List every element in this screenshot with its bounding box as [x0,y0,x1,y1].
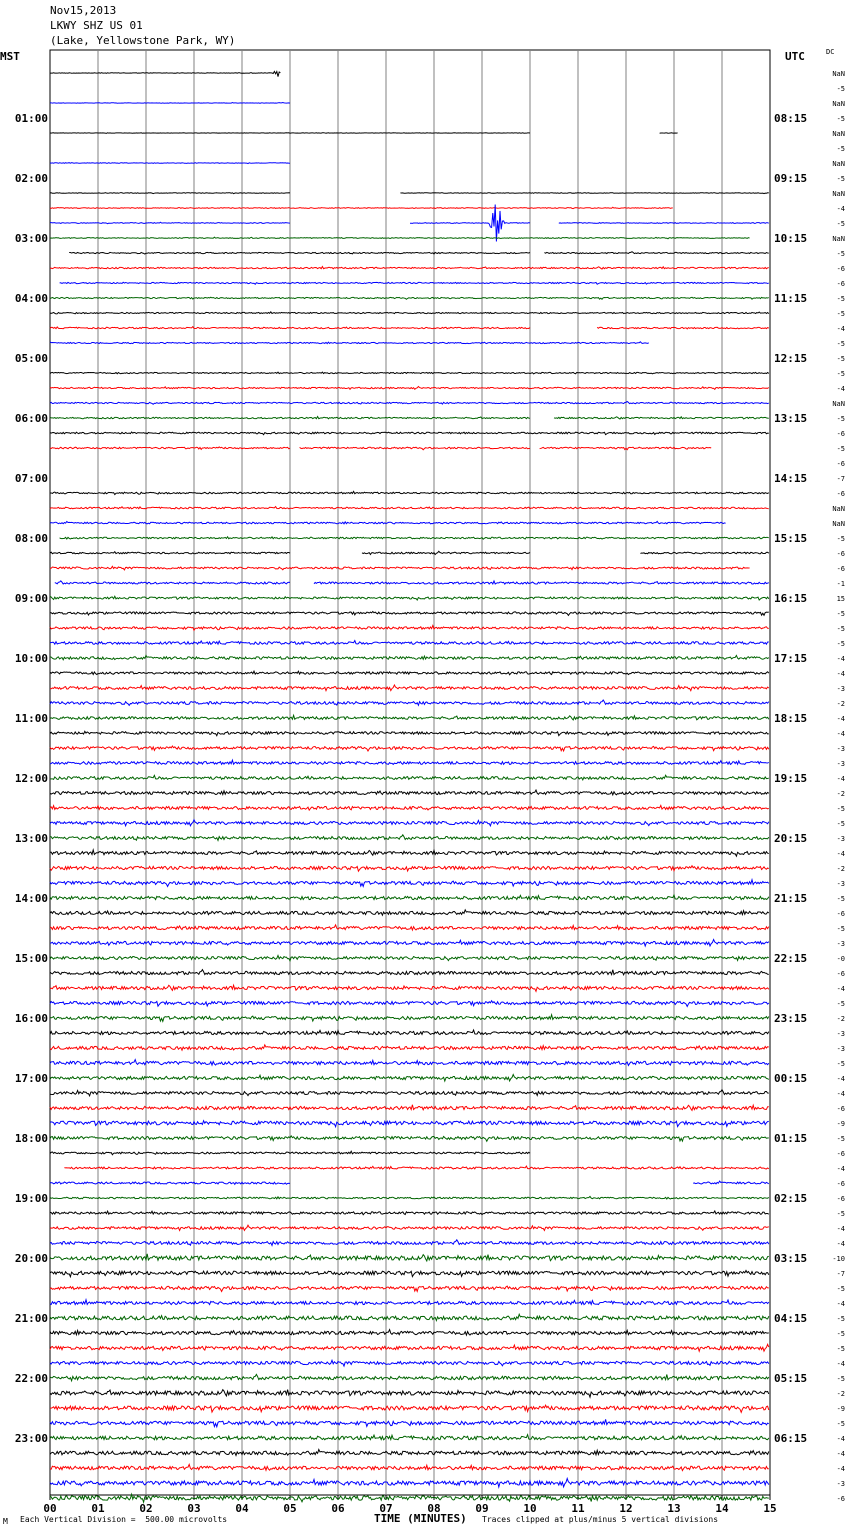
dc-offset-value: -5 [836,220,845,228]
trace-black [50,1390,769,1398]
trace-blue [50,1182,290,1184]
dc-offset-value: -6 [836,430,845,438]
dc-offset-value: -5 [836,175,845,183]
dc-offset-value: -2 [836,790,845,798]
trace-red [50,985,769,991]
trace-green [554,417,769,419]
trace-black [50,1090,769,1096]
trace-green [50,596,769,600]
right-hour-label: 10:15 [774,232,808,245]
trace-red [64,1166,768,1169]
dc-offset-value: -2 [836,700,845,708]
right-hour-label: 06:15 [774,1432,808,1445]
trace-blue [50,641,769,645]
trace-blue [50,1300,769,1305]
dc-offset-value: NaN [832,235,845,243]
dc-offset-value: -5 [836,295,845,303]
trace-blue [50,1001,769,1007]
trace-blue [50,1360,769,1366]
dc-offset-value: -4 [836,1240,845,1248]
trace-black [50,1211,769,1215]
dc-offset-value: -4 [836,325,845,333]
dc-offset-value: -4 [836,670,845,678]
trace-green [50,715,769,720]
dc-offset-value: -5 [836,445,845,453]
dc-offset-value: -4 [836,775,845,783]
trace-black [640,552,768,554]
dc-offset-value: -5 [836,1345,845,1353]
trace-green [50,297,769,299]
dc-offset-value: -5 [836,805,845,813]
trace-red [50,1464,769,1470]
left-hour-label: 01:00 [14,112,48,125]
dc-offset-value: -9 [836,1405,845,1413]
right-hour-label: 18:15 [774,712,808,725]
dc-offset-value: -5 [836,1285,845,1293]
dc-offset-value: -6 [836,1180,845,1188]
dc-offset-value: NaN [832,160,845,168]
trace-red [50,685,769,691]
dc-offset-value: -5 [836,1420,845,1428]
right-hour-label: 05:15 [774,1372,808,1385]
trace-black [50,372,769,374]
dc-offset-value: -6 [836,1105,845,1113]
trace-blue [50,1060,769,1066]
plot-date: Nov15,2013 [50,4,117,17]
right-hour-label: 17:15 [774,652,808,665]
trace-green [50,1015,769,1022]
dc-offset-value: NaN [832,400,845,408]
dc-offset-value: -6 [836,1495,845,1503]
trace-blue [314,581,769,584]
right-hour-label: 22:15 [774,952,808,965]
trace-red [50,267,769,269]
dc-offset-value: -5 [836,1315,845,1323]
x-tick-label: 10 [523,1502,537,1515]
dc-offset-value: -5 [836,1375,845,1383]
right-hour-label: 15:15 [774,532,808,545]
x-tick-label: 00 [43,1502,57,1515]
dc-offset-value: -2 [836,865,845,873]
left-timezone-label: MST [0,50,20,63]
left-hour-label: 22:00 [14,1372,48,1385]
trace-blue [50,1419,769,1426]
trace-blue [50,880,769,887]
station-location: (Lake, Yellowstone Park, WY) [50,34,236,47]
trace-blue [55,581,290,584]
dc-offset-value: -4 [836,205,845,213]
trace-red [540,447,712,449]
trace-blue [559,223,769,224]
dc-offset-value: -4 [836,1090,845,1098]
dc-offset-value: -1 [836,580,845,588]
trace-blue [50,940,769,946]
right-hour-label: 20:15 [774,832,808,845]
right-hour-label: 04:15 [774,1312,808,1325]
x-tick-label: 13 [667,1502,681,1515]
trace-black [50,1270,769,1276]
trace-green [50,655,769,659]
dc-offset-value: -5 [836,415,845,423]
trace-blue [50,820,769,826]
dc-offset-value: -5 [836,145,845,153]
dc-offset-value: -3 [836,835,845,843]
dc-offset-value: -4 [836,715,845,723]
trace-green [50,835,769,841]
right-hour-label: 12:15 [774,352,808,365]
trace-black [50,850,769,856]
dc-offset-value: -4 [836,1450,845,1458]
trace-green [50,1314,769,1320]
trace-blue [60,282,769,284]
dc-offset-value: NaN [832,130,845,138]
right-hour-label: 08:15 [774,112,808,125]
left-hour-label: 07:00 [14,472,48,485]
dc-offset-value: -5 [836,895,845,903]
left-hour-label: 15:00 [14,952,48,965]
corner-mark: M [3,1517,8,1526]
right-hour-label: 11:15 [774,292,808,305]
trace-black [362,551,530,554]
dc-offset-value: -5 [836,925,845,933]
trace-green [50,1435,769,1440]
dc-offset-value: -5 [836,610,845,618]
trace-blue [50,342,649,344]
dc-offset-value: -3 [836,685,845,693]
right-hour-label: 19:15 [774,772,808,785]
dc-offset-value: -4 [836,985,845,993]
trace-red [300,447,530,450]
trace-green [50,775,769,780]
dc-offset-value: -9 [836,1120,845,1128]
dc-offset-value: NaN [832,190,845,198]
dc-offset-value: -7 [836,1270,845,1278]
dc-offset-value: -6 [836,280,845,288]
station-name: LKWY SHZ US 01 [50,19,143,32]
dc-offset-value: -3 [836,940,845,948]
dc-offset-value: -5 [836,340,845,348]
right-hour-label: 02:15 [774,1192,808,1205]
dc-offset-value: -3 [836,1480,845,1488]
trace-red [50,386,769,389]
left-hour-label: 18:00 [14,1132,48,1145]
dc-offset-value: -4 [836,1360,845,1368]
dc-offset-value: -6 [836,265,845,273]
x-tick-label: 09 [475,1502,489,1515]
left-hour-label: 14:00 [14,892,48,905]
trace-green [60,537,769,539]
trace-black [50,193,290,194]
dc-offset-value: -10 [832,1255,845,1263]
left-hour-label: 23:00 [14,1432,48,1445]
dc-offset-value: -5 [836,640,845,648]
trace-blue [50,1478,769,1487]
dc-offset-value: -5 [836,1330,845,1338]
dc-offset-value: -4 [836,1435,845,1443]
dc-offset-value: -6 [836,1150,845,1158]
right-hour-label: 14:15 [774,472,808,485]
right-hour-label: 00:15 [774,1072,808,1085]
dc-offset-value: -3 [836,760,845,768]
dc-offset-value: -4 [836,730,845,738]
trace-black [69,252,530,254]
dc-offset-value: -5 [836,1135,845,1143]
trace-red [50,805,769,810]
dc-offset-value: -6 [836,550,845,558]
trace-black [50,552,290,554]
x-tick-label: 11 [571,1502,585,1515]
dc-offset-value: -6 [836,565,845,573]
dc-offset-value: NaN [832,70,845,78]
left-hour-label: 02:00 [14,172,48,185]
trace-red [50,1225,769,1230]
trace-black [50,611,769,615]
trace-blue [50,521,726,523]
dc-offset-value: NaN [832,520,845,528]
right-hour-label: 21:15 [774,892,808,905]
trace-black [50,671,769,675]
left-hour-label: 10:00 [14,652,48,665]
right-hour-label: 03:15 [774,1252,808,1265]
trace-red [50,1344,769,1351]
dc-offset-value: -2 [836,1390,845,1398]
dc-offset-value: -7 [836,475,845,483]
x-tick-label: 14 [715,1502,729,1515]
x-tick-label: 04 [235,1502,249,1515]
x-axis-label: TIME (MINUTES) [374,1512,467,1525]
clipping-note: Traces clipped at plus/minus 5 vertical divisions [482,1515,719,1524]
dc-offset-value: -3 [836,745,845,753]
dc-offset-value: 15 [836,595,845,603]
trace-black [50,1330,769,1335]
trace-red [50,507,769,510]
left-hour-label: 09:00 [14,592,48,605]
dc-offset-value: -6 [836,910,845,918]
dc-offset-value: -5 [836,820,845,828]
x-tick-label: 08 [427,1502,441,1515]
x-tick-label: 01 [91,1502,105,1515]
dc-offset-value: -5 [836,625,845,633]
trace-red [50,925,769,930]
right-hour-label: 13:15 [774,412,808,425]
trace-black [50,491,769,494]
dc-offset-value: -3 [836,1030,845,1038]
trace-black [50,731,769,735]
dc-offset-value: -4 [836,1225,845,1233]
dc-offset-value: -5 [836,115,845,123]
dc-offset-value: -4 [836,385,845,393]
trace-green [50,1075,769,1081]
dc-offset-value: -4 [836,1165,845,1173]
left-hour-label: 06:00 [14,412,48,425]
dc-offset-value: NaN [832,100,845,108]
trace-red [50,1286,769,1291]
trace-black [50,970,769,975]
trace-red [50,1045,769,1050]
dc-offset-value: -4 [836,1465,845,1473]
dc-offset-value: -5 [836,370,845,378]
dc-offset-value: NaN [832,505,845,513]
trace-black [50,910,769,915]
trace-blue [50,103,290,104]
trace-red [597,327,769,329]
dc-offset-value: -5 [836,1210,845,1218]
dc-offset-value: -5 [836,535,845,543]
trace-red [50,207,673,208]
left-hour-label: 16:00 [14,1012,48,1025]
dc-offset-value: -5 [836,250,845,258]
x-tick-label: 12 [619,1502,633,1515]
left-hour-label: 12:00 [14,772,48,785]
dc-offset-value: -4 [836,850,845,858]
x-tick-label: 02 [139,1502,153,1515]
trace-red [50,1405,769,1412]
trace-red [50,566,750,570]
trace-blue [50,760,769,764]
trace-blue [693,1181,769,1184]
trace-blue [50,700,769,705]
left-hour-label: 03:00 [14,232,48,245]
trace-green [50,1196,769,1199]
trace-black [50,71,280,76]
trace-green [50,895,769,900]
left-hour-label: 04:00 [14,292,48,305]
trace-green [50,237,750,239]
dc-offset-value: -4 [836,655,845,663]
left-hour-label: 13:00 [14,832,48,845]
trace-blue [410,205,530,242]
trace-blue [50,402,769,405]
dc-offset-value: -3 [836,880,845,888]
left-hour-label: 21:00 [14,1312,48,1325]
dc-offset-value: -6 [836,1195,845,1203]
x-tick-label: 15 [763,1502,777,1515]
right-hour-label: 23:15 [774,1012,808,1025]
dc-offset-value: -6 [836,970,845,978]
dc-offset-value: -4 [836,1300,845,1308]
trace-red [50,447,290,449]
trace-blue [50,163,290,164]
dc-offset-value: -3 [836,1045,845,1053]
trace-green [50,955,769,960]
dc-offset-value: -6 [836,490,845,498]
dc-offset-value: -5 [836,310,845,318]
trace-green [50,1254,769,1261]
trace-red [50,866,769,871]
trace-red [50,746,769,751]
x-tick-label: 03 [187,1502,201,1515]
dc-offset-value: -2 [836,1015,845,1023]
trace-blue [50,222,290,223]
trace-black [50,790,769,795]
right-hour-label: 01:15 [774,1132,808,1145]
dc-offset-header: DC [826,48,835,56]
trace-black [50,312,769,314]
left-hour-label: 20:00 [14,1252,48,1265]
trace-black [50,1030,769,1035]
trace-red [50,1105,769,1111]
trace-blue [50,1121,769,1127]
right-hour-label: 16:15 [774,592,808,605]
vertical-scale-note: Each Vertical Division = 500.00 microvolts [20,1515,228,1524]
dc-offset-value: -5 [836,1060,845,1068]
left-hour-label: 17:00 [14,1072,48,1085]
x-tick-label: 06 [331,1502,345,1515]
left-hour-label: 08:00 [14,532,48,545]
left-hour-label: 05:00 [14,352,48,365]
left-hour-label: 11:00 [14,712,48,725]
right-hour-label: 09:15 [774,172,808,185]
x-tick-label: 05 [283,1502,297,1515]
dc-offset-value: -0 [836,955,845,963]
trace-blue [50,1240,769,1246]
trace-black [400,193,768,194]
x-tick-label: 07 [379,1502,393,1515]
trace-green [50,1374,769,1380]
dc-offset-value: -5 [836,85,845,93]
left-hour-label: 19:00 [14,1192,48,1205]
dc-offset-value: -5 [836,1000,845,1008]
trace-black [50,1449,769,1455]
trace-black [50,432,769,435]
trace-red [50,626,769,631]
dc-offset-value: -6 [836,460,845,468]
trace-green [50,1136,769,1141]
dc-offset-value: -4 [836,1075,845,1083]
trace-black [50,133,530,134]
right-timezone-label: UTC [785,50,805,63]
dc-offset-value: -5 [836,355,845,363]
